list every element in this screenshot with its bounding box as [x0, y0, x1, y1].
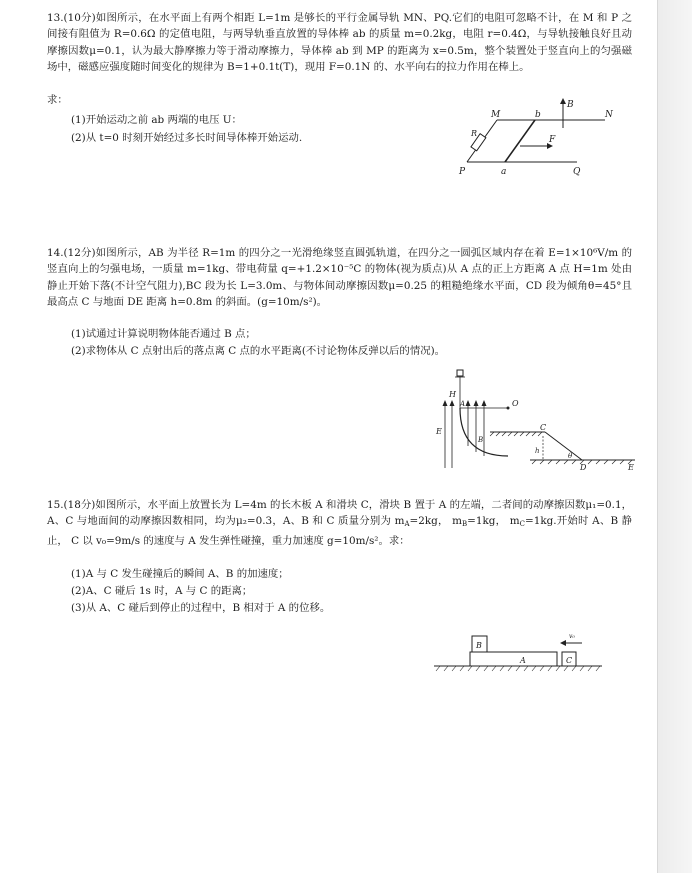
q13-label-a: a	[501, 167, 507, 177]
q14-label-B: B	[478, 436, 484, 444]
q13-label-B: B	[567, 100, 574, 110]
q15-stem-start: 15.(18分)如图所示，水平面上放置长为 L=4m 的长木板 A 和滑块 C，滑块 B 置于 A 的左端，二者间的动摩擦因数μ₁=0.1，A、C 与地面间的动摩擦因数相同，均为μ₂=0.3，A、B 和 C 质量分别为 m	[47, 499, 632, 528]
q13-part-1: (1)开始运动之前 ab 两端的电压 U：	[71, 114, 242, 126]
q15-part-1: (1)A 与 C 发生碰撞后的瞬间 A、B 的加速度；	[71, 568, 289, 580]
q13-ask: 求：	[47, 94, 68, 106]
q14-label-C: C	[540, 423, 547, 432]
q15-stem-end: =1kg.开始时 A、B 静止， C 以 v₀=9m/s 的速度与 A 发生弹性碰撞，重力加速度 g=10m/s²。求：	[47, 515, 633, 547]
q13-part-2: (2)从 t=0 时刻开始经过多长时间导体棒开始运动.	[71, 132, 303, 144]
q14-figure	[430, 370, 640, 475]
q13-label-b: b	[535, 110, 541, 120]
q13-label-P: P	[459, 167, 466, 177]
q13-label-N: N	[605, 110, 613, 120]
q13-stem: 13.(10分)如图所示，在水平面上有两个相距 L=1m 是够长的平行金属导轨 MN、PQ.它们的电阻可忽略不计，在 M 和 P 之间接有阻值为 R=0.6Ω 的定值电阻，与两导轨垂直放置的导体棒 ab 的质量 m=0.2kg，电阻 r=0.4Ω，与导轨接触良好且动摩擦因数μ=0.1，认为最大静摩擦力等于滑动摩擦力，导体棒 ab 到 MP 的距离为 x=0.5m，整个装置处于竖直向上的匀强磁场中，磁感应强度随时间变化的规律为 B=1+0.1t(T)，现用 F=0.1N 的、水平向右的拉力作用在棒上。	[47, 12, 632, 74]
q15-label-B: B	[476, 641, 482, 650]
q15-label-C: C	[566, 656, 573, 665]
q15-label-A: A	[520, 656, 526, 665]
viewer-side-panel	[657, 0, 692, 873]
q13-label-F: F	[549, 135, 556, 145]
q13-label-Q: Q	[573, 167, 581, 177]
q15-stem	[47, 497, 632, 549]
q14-label-h: h	[535, 447, 540, 455]
q14-stem: 14.(12分)如图所示，AB 为半径 R=1m 的四分之一光滑绝缘竖直圆弧轨道，在四分之一圆弧区域内存在着 E=1×10⁶V/m 的竖直向上的匀强电场，一质量 m=1kg、带电荷量 q=+1.2×10⁻⁵C 的物体(视为质点)从 A 点的正上方距离 A 点 H=1m 处由静止开始下落(不计空气阻力),BC 段为长 L=3.0m、与物体间动摩擦因数μ=0.25 的粗糙绝缘水平面，CD 段为倾角θ=45°且最高点 C 与地面 DE 距离 h=0.8m 的斜面。(g=10m/s²)。	[47, 247, 632, 309]
q14-label-D: D	[580, 463, 587, 472]
q14-label-theta: θ	[568, 452, 573, 460]
q14-label-E-ground: E	[628, 463, 634, 472]
q15-stem-mid1: =2kg， m	[409, 515, 463, 528]
q14-label-O: O	[512, 399, 519, 408]
q15-sub-A: A	[404, 520, 410, 529]
q15-label-v0: v₀	[569, 633, 575, 640]
q14-label-E: E	[436, 427, 442, 436]
q13-label-M: M	[491, 110, 501, 120]
q15-stem-mid2: =1kg， m	[467, 515, 520, 528]
q15-part-2: (2)A、C 碰后 1s 时，A 与 C 的距离；	[71, 585, 253, 597]
q13-figure	[455, 98, 625, 180]
q14-label-A: A	[460, 400, 466, 408]
q15-sub-C: C	[519, 520, 526, 529]
q15-part-3: (3)从 A、C 碰后到停止的过程中，B 相对于 A 的位移。	[71, 602, 331, 614]
q15-sub-B: B	[462, 520, 468, 529]
q14-part-2: (2)求物体从 C 点射出后的落点离 C 点的水平距离(不讨论物体反弹以后的情况)。	[71, 345, 446, 357]
q15-figure	[432, 628, 612, 686]
q13-label-R: R	[471, 129, 478, 138]
q14-label-H: H	[449, 390, 456, 399]
q14-part-1: (1)试通过计算说明物体能否通过 B 点；	[71, 328, 256, 340]
